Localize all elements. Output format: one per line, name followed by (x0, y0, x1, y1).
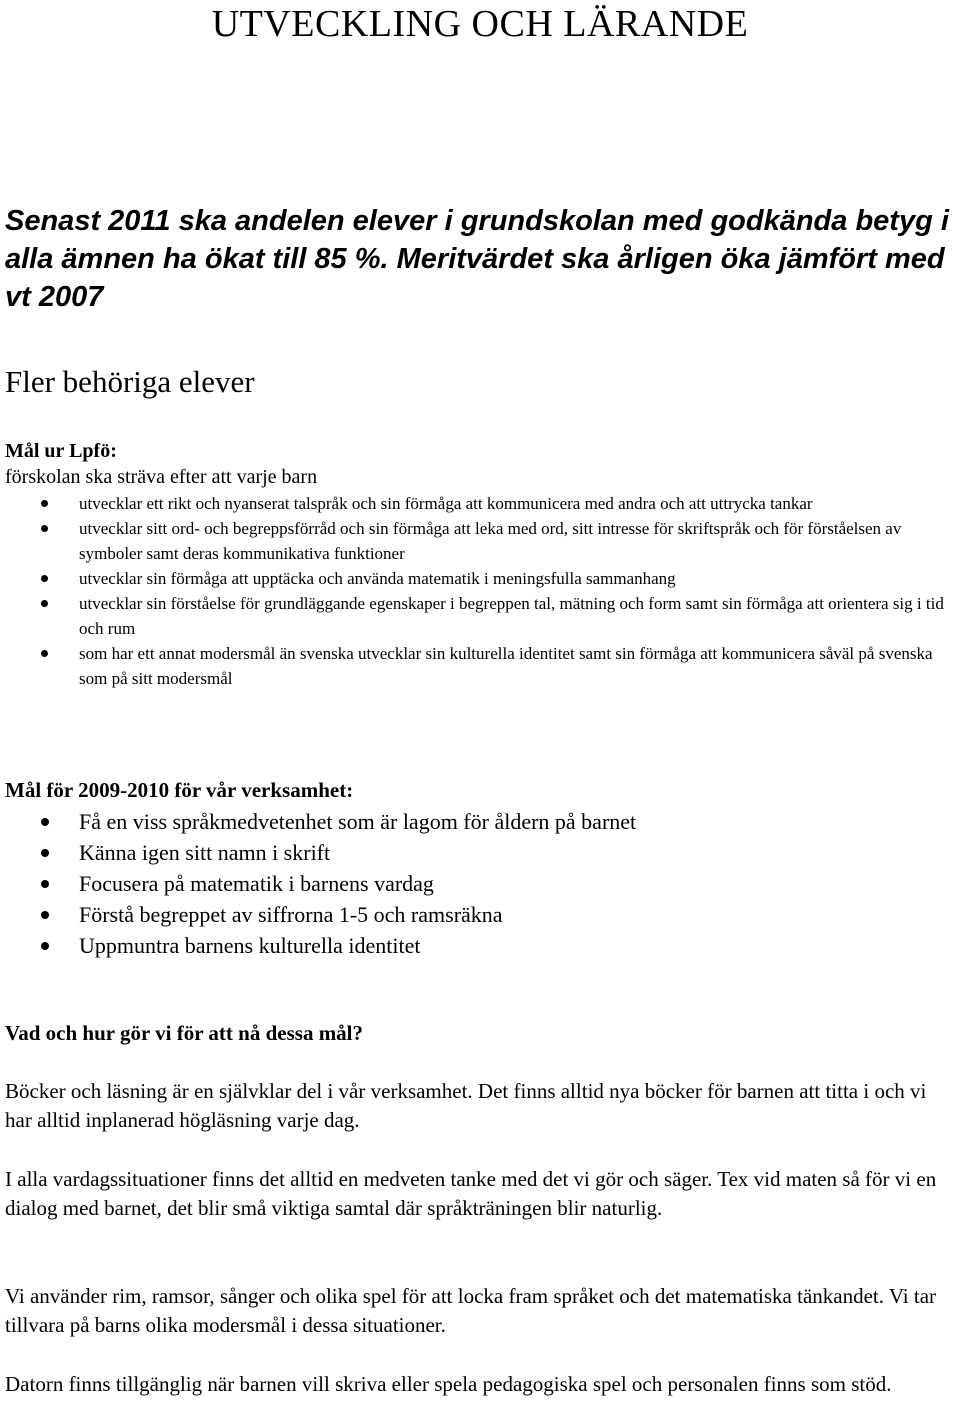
list-item-text: Förstå begreppet av siffrorna 1-5 och ramsräkna (79, 902, 503, 927)
list-item-text: utvecklar sin förmåga att upptäcka och använda matematik i meningsfulla sammanhang (79, 569, 676, 588)
goals-heading: Mål för 2009-2010 för vår verksamhet: (5, 778, 354, 802)
bullet-icon (41, 911, 49, 919)
list-item-text: utvecklar ett rikt och nyanserat talspråk och sin förmåga att kommunicera med andra och att uttrycka tankar (79, 494, 813, 513)
list-item (5, 806, 955, 837)
list-item (5, 641, 955, 691)
list-item-text: utvecklar sin förståelse för grundläggande egenskaper i begreppen tal, mätning och form samt sin förmåga att orientera sig i tid och rum (79, 594, 944, 638)
list-item (5, 591, 955, 641)
paragraph-reading: Böcker och läsning är en självklar del i vår verksamhet. Det finns alltid nya böcker för barnen att titta i och vi har alltid inplanerad högläsning varje dag. (5, 1079, 927, 1132)
list-item (5, 930, 955, 961)
lpfo-heading: Mål ur Lpfö: (5, 440, 117, 462)
list-item (5, 491, 955, 516)
goals-list (5, 806, 955, 961)
list-item-text: Känna igen sitt namn i skrift (79, 840, 331, 865)
list-item-text: Få en viss språkmedvetenhet som är lagom för åldern på barnet (79, 809, 637, 834)
document-title: UTVECKLING OCH LÄRANDE (211, 3, 749, 45)
list-item (5, 837, 955, 868)
bullet-icon (41, 575, 48, 582)
section-title: Fler behöriga elever (5, 364, 255, 399)
list-item (5, 566, 955, 591)
list-item-text: som har ett annat modersmål än svenska utvecklar sin kulturella identitet samt sin förmåga att kommunicera såväl på svenska som på sitt modersmål (79, 644, 933, 688)
paragraph-rhymes: Vi använder rim, ramsor, sånger och olika spel för att locka fram språket och det matematiska tänkandet. Vi tar tillvara på barns olika modersmål i dessa situationer. (5, 1284, 937, 1337)
paragraph-everyday: I alla vardagssituationer finns det alltid en medveten tanke med det vi gör och säger. Tex vid maten så för vi en dialog med barnet, det blir små viktiga samtal där språkträningen blir naturlig. (5, 1167, 937, 1220)
bullet-icon (41, 600, 48, 607)
bullet-icon (41, 849, 49, 857)
paragraph-computer: Datorn finns tillgänglig när barnen vill skriva eller spela pedagogiska spel och personalen finns som stöd. (5, 1372, 892, 1396)
bullet-icon (41, 500, 48, 507)
lpfo-goal-list (5, 491, 955, 691)
list-item (5, 868, 955, 899)
list-item (5, 516, 955, 566)
how-heading: Vad och hur gör vi för att nå dessa mål? (5, 1021, 364, 1045)
lpfo-intro: förskolan ska sträva efter att varje barn (5, 466, 318, 488)
bullet-icon (41, 942, 49, 950)
goal-statement: Senast 2011 ska andelen elever i grundskolan med godkända betyg i alla ämnen ha ökat till 85 %. Meritvärdet ska årligen öka jämfört med vt 2007 (5, 205, 949, 313)
list-item (5, 899, 955, 930)
list-item-text: Focusera på matematik i barnens vardag (79, 871, 434, 896)
bullet-icon (41, 525, 48, 532)
list-item-text: utvecklar sitt ord- och begreppsförråd och sin förmåga att leka med ord, sitt intresse för skriftspråk och för förståelsen av symboler samt deras kommunikativa funktioner (79, 519, 902, 563)
bullet-icon (41, 650, 48, 657)
bullet-icon (41, 880, 49, 888)
list-item-text: Uppmuntra barnens kulturella identitet (79, 933, 421, 958)
bullet-icon (41, 818, 49, 826)
